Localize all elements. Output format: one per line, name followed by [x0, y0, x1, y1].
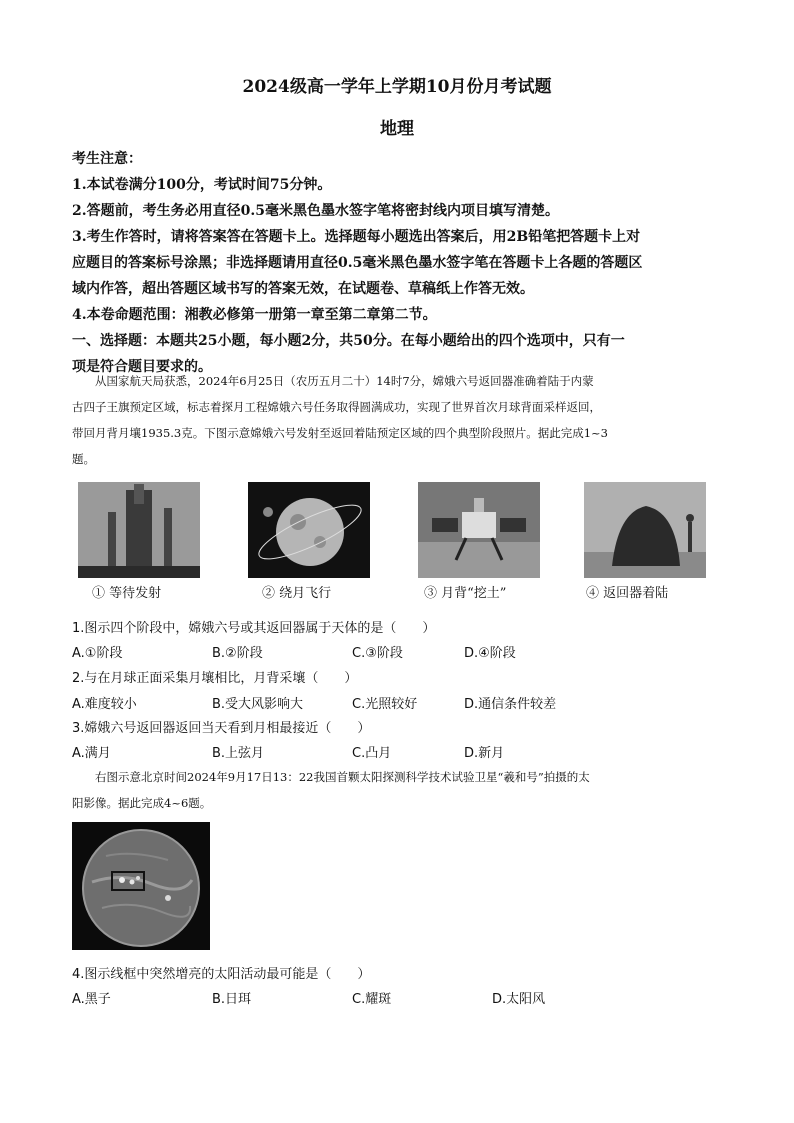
- question-4-stem: 4.图示线框中突然增亮的太阳活动最可能是（ ）: [72, 967, 371, 982]
- passage-2: [72, 764, 732, 816]
- option-c[interactable]: C.耀斑: [352, 992, 392, 1007]
- question-2-stem: 2.与在月球正面采集月壤相比，月背采壤（ ）: [72, 671, 358, 686]
- option-b[interactable]: B.受大风影响大: [212, 697, 304, 712]
- question-1-options: [72, 642, 732, 662]
- option-d[interactable]: D.通信条件较差: [464, 697, 557, 712]
- option-a[interactable]: A.①阶段: [72, 646, 123, 661]
- stage-photos: [72, 482, 732, 602]
- option-b[interactable]: B.上弦月: [212, 746, 265, 761]
- passage-line: 阳影像。据此完成4~6题。: [72, 796, 212, 810]
- notice-line: 2.答题前，考生务必用直径0.5毫米黑色墨水签字笔将密封线内项目填写清楚。: [72, 203, 559, 219]
- photo-caption: ① 等待发射: [92, 586, 162, 601]
- notice-line: 4.本卷命题范围：湘教必修第一册第一章至第二章第二节。: [72, 307, 437, 323]
- option-c[interactable]: C.凸月: [352, 746, 392, 761]
- option-a[interactable]: A.黑子: [72, 992, 111, 1007]
- option-c[interactable]: C.③阶段: [352, 646, 403, 661]
- notice-line: 应题目的答案标号涂黑；非选择题请用直径0.5毫米黑色墨水签字笔在答题卡上各题的答题区: [72, 255, 643, 271]
- photo-launch: [78, 482, 200, 578]
- notice-line: 3.考生作答时，请将答案答在答题卡上。选择题每小题选出答案后，用2B铅笔把答题卡上对: [72, 229, 641, 245]
- passage-line: 右图示意北京时间2024年9月17日13：22我国首颗太阳探测科学技术试验卫星“羲和号”拍摄的太: [95, 770, 590, 784]
- option-c[interactable]: C.光照较好: [352, 697, 418, 712]
- question-3-stem: 3.嫦娥六号返回器返回当天看到月相最接近（ ）: [72, 721, 371, 736]
- sun-image: [72, 822, 210, 950]
- notice-line: 域内作答，超出答题区域书写的答案无效，在试题卷、草稿纸上作答无效。: [72, 281, 534, 297]
- passage-line: 题。: [72, 452, 95, 466]
- notice-block: [72, 146, 732, 380]
- photo-lunar-orbit: [248, 482, 370, 578]
- photo-capsule: [584, 482, 706, 578]
- question-2-options: [72, 693, 732, 713]
- exam-title: 2024级高一学年上学期10月份月考试题: [242, 77, 552, 97]
- passage-line: 古四子王旗预定区域，标志着探月工程嫦娥六号任务取得圆满成功，实现了世界首次月球背面采样返回，: [72, 400, 601, 414]
- photo-caption: ④ 返回器着陆: [586, 586, 669, 601]
- photo-lander: [418, 482, 540, 578]
- question-1-stem: 1.图示四个阶段中，嫦娥六号或其返回器属于天体的是（ ）: [72, 621, 436, 636]
- notice-line: 1.本试卷满分100分，考试时间75分钟。: [72, 177, 332, 193]
- subject-title: 地理: [380, 119, 414, 139]
- question-3-options: [72, 742, 732, 762]
- passage-1: [72, 368, 732, 472]
- option-d[interactable]: D.太阳风: [492, 992, 546, 1007]
- passage-line: 从国家航天局获悉，2024年6月25日（农历五月二十）14时7分，嫦娥六号返回器准确着陆于内蒙: [95, 374, 594, 388]
- option-b[interactable]: B.日珥: [212, 992, 252, 1007]
- option-a[interactable]: A.难度较小: [72, 697, 137, 712]
- passage-line: 带回月背月壤1935.3克。下图示意嫦娥六号发射至返回着陆预定区域的四个典型阶段照片。据此完成1~3: [72, 426, 609, 440]
- option-d[interactable]: D.新月: [464, 746, 505, 761]
- section-heading-cont: 项是符合题目要求的。: [72, 359, 212, 375]
- photo-caption: ② 绕月飞行: [262, 586, 332, 601]
- question-4-options: [72, 988, 732, 1008]
- option-a[interactable]: A.满月: [72, 746, 111, 761]
- option-b[interactable]: B.②阶段: [212, 646, 263, 661]
- option-d[interactable]: D.④阶段: [464, 646, 516, 661]
- photo-caption: ③ 月背“挖土”: [424, 586, 507, 601]
- notice-heading: 考生注意：: [72, 151, 142, 167]
- section-heading: 一、选择题：本题共25小题，每小题2分，共50分。在每小题给出的四个选项中，只有一: [72, 333, 625, 349]
